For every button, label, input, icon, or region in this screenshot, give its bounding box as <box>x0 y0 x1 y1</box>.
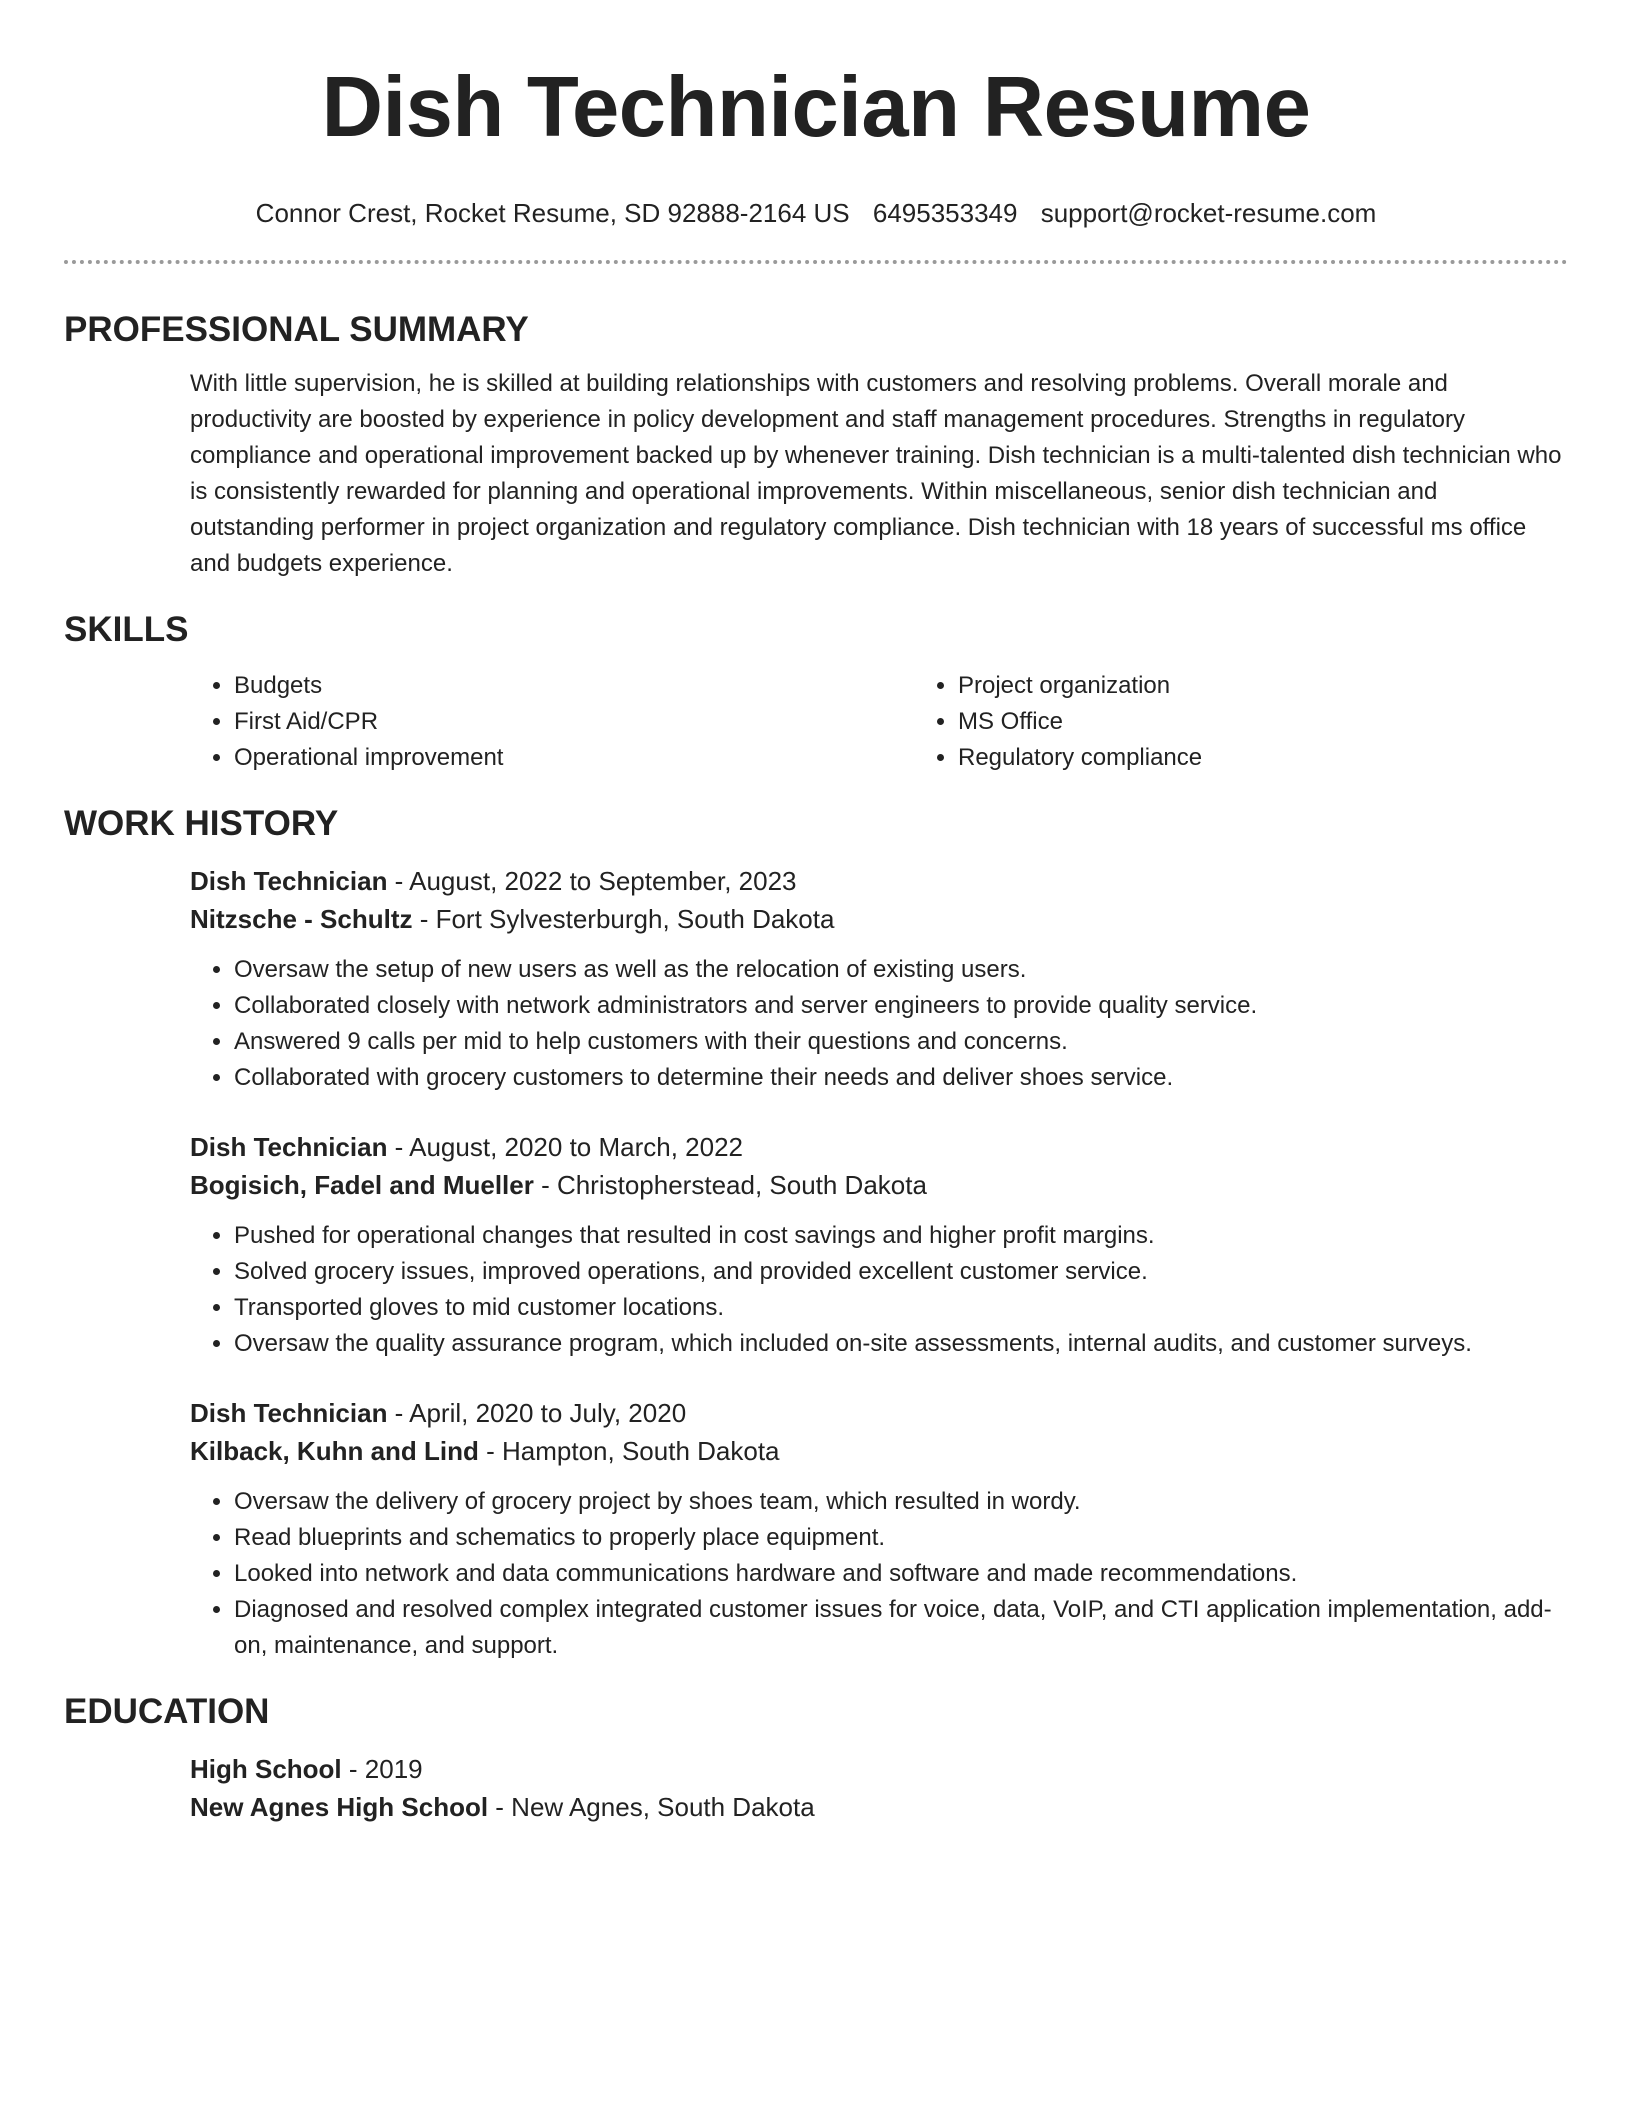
education-degree: High School <box>190 1754 342 1784</box>
contact-address: Connor Crest, Rocket Resume, SD 92888-2164 US <box>255 198 850 228</box>
job-location: - Christopherstead, South Dakota <box>533 1170 927 1200</box>
job-title-line <box>190 862 1568 900</box>
job-bullet: • Solved grocery issues, improved operations, and provided excellent customer service. <box>234 1254 1568 1290</box>
job-bullet: • Transported gloves to mid customer locations. <box>234 1290 1568 1326</box>
skills-list-right <box>914 668 1202 776</box>
job-dates: - August, 2022 to September, 2023 <box>387 866 797 896</box>
summary-text: With little supervision, he is skilled at building relationships with customers and resolving problems. Overall morale and productivity are boosted by experience in policy development and staff management procedures. Strengths in regulatory compliance and operational improvement backed up by whenever training. Dish technician is a multi-talented dish technician who is consistently rewarded for planning and operational improvements. Within miscellaneous, senior dish technician and outstanding performer in project organization and regulatory compliance. Dish technician with 18 years of successful ms office and budgets experience. <box>190 370 1562 577</box>
education-location: - New Agnes, South Dakota <box>488 1792 815 1822</box>
job-bullet: • Oversaw the quality assurance program, which included on-site assessments, internal audits, and customer surveys. <box>234 1326 1568 1362</box>
summary-heading: PROFESSIONAL SUMMARY <box>64 310 529 349</box>
job-company-line <box>190 1166 1568 1204</box>
job-entry <box>64 862 1568 1096</box>
skill-item: • Project organization <box>958 668 1202 704</box>
summary-section <box>64 366 1568 582</box>
skills-list-left <box>190 668 914 776</box>
job-company-line <box>190 900 1568 938</box>
job-entry <box>64 1128 1568 1362</box>
education-entry <box>64 1750 1568 1826</box>
job-bullet: • Diagnosed and resolved complex integrated customer issues for voice, data, VoIP, and CTI application implementation, add-on, maintenance, and support. <box>234 1592 1568 1664</box>
education-heading: EDUCATION <box>64 1692 270 1731</box>
skill-item: • Regulatory compliance <box>958 740 1202 776</box>
skill-item: • First Aid/CPR <box>234 704 914 740</box>
contact-phone: 6495353349 <box>872 198 1018 228</box>
education-school-line <box>190 1788 1568 1826</box>
education-school: New Agnes High School <box>190 1792 489 1822</box>
job-bullets <box>190 1218 1568 1362</box>
job-bullet: • Answered 9 calls per mid to help customers with their questions and concerns. <box>234 1024 1568 1060</box>
job-location: - Fort Sylvesterburgh, South Dakota <box>412 904 835 934</box>
education-year: - 2019 <box>341 1754 423 1784</box>
job-dates: - April, 2020 to July, 2020 <box>387 1398 687 1428</box>
header-divider <box>64 260 1568 264</box>
skills-heading: SKILLS <box>64 610 189 649</box>
skill-item: • Operational improvement <box>234 740 914 776</box>
job-bullet: • Oversaw the delivery of grocery project by shoes team, which resulted in wordy. <box>234 1484 1568 1520</box>
job-location: - Hampton, South Dakota <box>478 1436 780 1466</box>
skills-section <box>64 668 1568 776</box>
job-bullet: • Read blueprints and schematics to properly place equipment. <box>234 1520 1568 1556</box>
job-entry <box>64 1394 1568 1664</box>
education-degree-line <box>190 1750 1568 1788</box>
contact-email: support@rocket-resume.com <box>1040 198 1377 228</box>
job-bullets <box>190 1484 1568 1664</box>
job-bullet: • Collaborated closely with network administrators and server engineers to provide quality service. <box>234 988 1568 1024</box>
job-company: Bogisich, Fadel and Mueller <box>190 1170 534 1200</box>
job-company-line <box>190 1432 1568 1470</box>
work-heading: WORK HISTORY <box>64 804 339 843</box>
job-bullet: • Oversaw the setup of new users as well as the relocation of existing users. <box>234 952 1568 988</box>
skill-item: • MS Office <box>958 704 1202 740</box>
job-title-line <box>190 1394 1568 1432</box>
job-bullets <box>190 952 1568 1096</box>
page-title: Dish Technician Resume <box>321 60 1311 155</box>
job-bullet: • Looked into network and data communications hardware and software and made recommendations. <box>234 1556 1568 1592</box>
job-company: Nitzsche - Schultz <box>190 904 413 934</box>
job-dates: - August, 2020 to March, 2022 <box>387 1132 744 1162</box>
job-title: Dish Technician <box>190 1398 388 1428</box>
job-title-line <box>190 1128 1568 1166</box>
job-company: Kilback, Kuhn and Lind <box>190 1436 479 1466</box>
skill-item: • Budgets <box>234 668 914 704</box>
job-title: Dish Technician <box>190 866 388 896</box>
job-bullet: • Collaborated with grocery customers to determine their needs and deliver shoes service. <box>234 1060 1568 1096</box>
contact-line <box>64 196 1568 230</box>
job-title: Dish Technician <box>190 1132 388 1162</box>
job-bullet: • Pushed for operational changes that resulted in cost savings and higher profit margins. <box>234 1218 1568 1254</box>
